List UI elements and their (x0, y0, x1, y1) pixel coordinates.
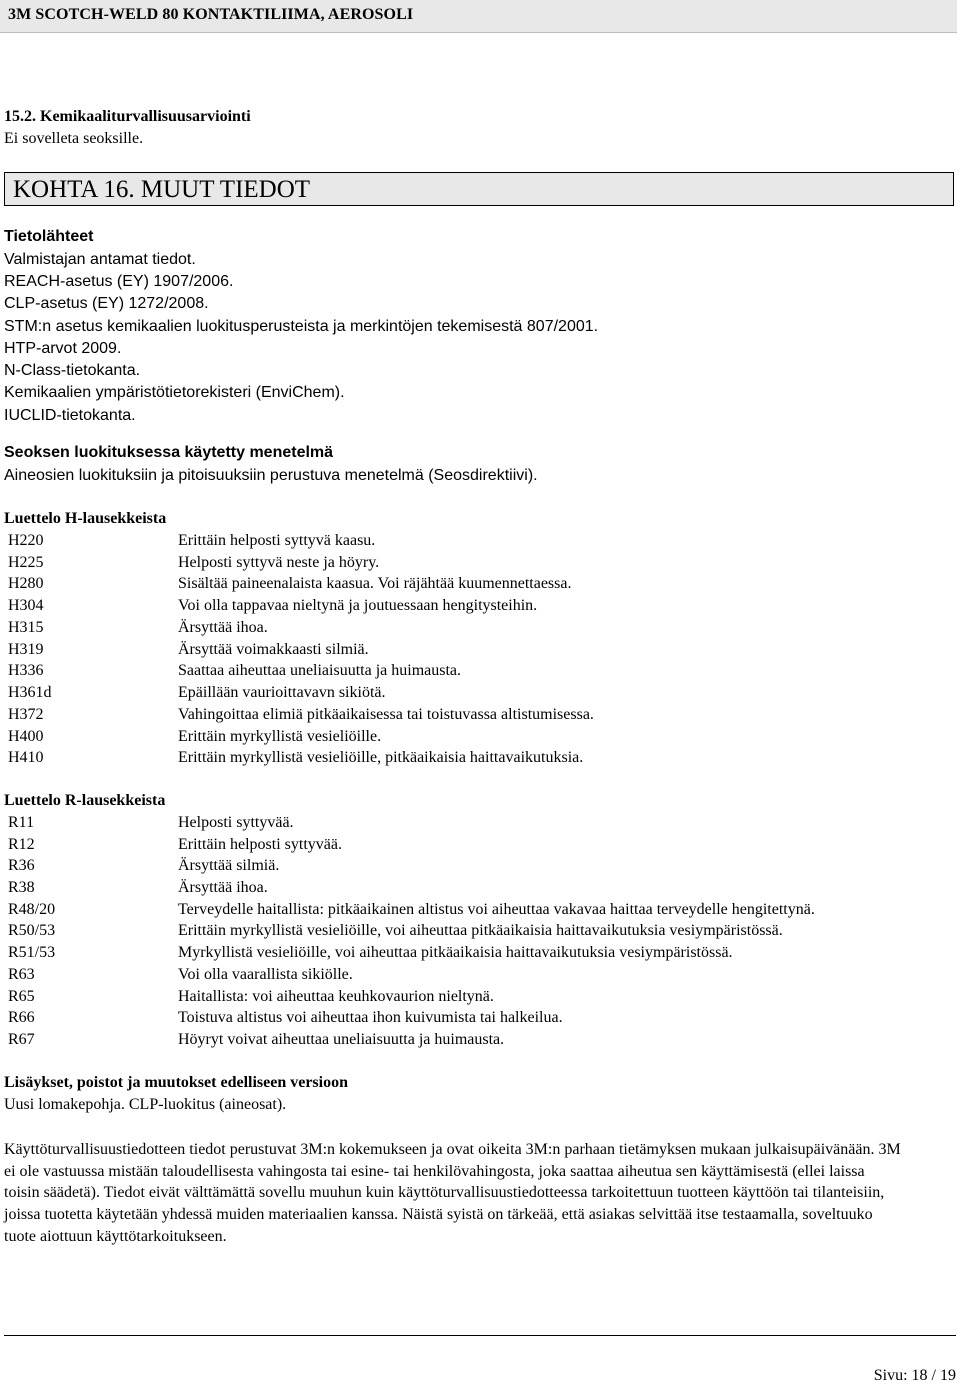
r-text: Ärsyttää ihoa. (178, 879, 268, 896)
r-text: Höyryt voivat aiheuttaa uneliaisuutta ja huimausta. (178, 1031, 505, 1048)
source-item: N-Class-tietokanta. (4, 362, 141, 379)
h-code: H336 (8, 662, 44, 679)
method-heading: Seoksen luokituksessa käytetty menetelmä (4, 444, 334, 461)
source-item: HTP-arvot 2009. (4, 340, 122, 357)
h-code: H220 (8, 532, 44, 549)
r-code: R50/53 (8, 922, 56, 939)
r-text: Myrkyllistä vesieliöille, voi aiheuttaa pitkäaikaisia haittavaikutuksia vesiympäristössä. (178, 944, 733, 961)
h-text: Ärsyttää ihoa. (178, 619, 268, 636)
r-text: Ärsyttää silmiä. (178, 857, 280, 874)
h-text: Erittäin myrkyllistä vesieliöille, pitkäaikaisia haittavaikutuksia. (178, 749, 584, 766)
h-code: H280 (8, 575, 44, 592)
h-statements-heading: Luettelo H-lausekkeista (4, 510, 167, 527)
r-code: R36 (8, 857, 35, 874)
h-text: Ärsyttää voimakkaasti silmiä. (178, 641, 369, 658)
r-text: Erittäin helposti syttyvää. (178, 836, 342, 853)
h-text: Erittäin myrkyllistä vesieliöille. (178, 728, 382, 745)
r-code: R38 (8, 879, 35, 896)
document-title: 3M SCOTCH-WELD 80 KONTAKTILIIMA, AEROSOLI (8, 6, 414, 23)
r-code: R67 (8, 1031, 35, 1048)
h-text: Sisältää paineenalaista kaasua. Voi räjähtää kuumennettaessa. (178, 575, 572, 592)
h-code: H315 (8, 619, 44, 636)
disclaimer-paragraph: Käyttöturvallisuustiedotteen tiedot perustuvat 3M:n kokemukseen ja ovat oikeita 3M:n parhaan tietämyksen mukaan julkaisupäivänään. 3M ei ole vastuussa mistään taloudellisesta vahingosta tai esine- tai henkilövahingosta, joka saattaa aiheutua sen käyttämisestä (ellei laissa toisin säädetä). Tiedot eivät välttämättä sovellu muuhun kuin käyttöturvallisuustiedotteessa tarkoitettuun tuotteen käyttöön tai tilanteisiin, joissa tuotetta käytetään yhdessä muiden materiaalien kanssa. Näistä syistä on tärkeää, että asiakas selvittää itse testaamalla, soveltuuko tuote aiottuun käyttötarkoitukseen. (4, 1141, 901, 1245)
h-code: H304 (8, 597, 44, 614)
h-code: H361d (8, 684, 52, 701)
h-text: Voi olla tappavaa nieltynä ja joutuessaan hengitysteihin. (178, 597, 538, 614)
section-15-2-heading: 15.2. Kemikaaliturvallisuusarviointi (4, 108, 251, 125)
h-code: H372 (8, 706, 44, 723)
h-text: Saattaa aiheuttaa uneliaisuutta ja huimausta. (178, 662, 462, 679)
r-text: Voi olla vaarallista sikiölle. (178, 966, 353, 983)
r-text: Haitallista: voi aiheuttaa keuhkovaurion nieltynä. (178, 988, 494, 1005)
r-text: Toistuva altistus voi aiheuttaa ihon kuivumista tai halkeilua. (178, 1009, 563, 1026)
source-item: REACH-asetus (EY) 1907/2006. (4, 273, 234, 290)
changes-text: Uusi lomakepohja. CLP-luokitus (aineosat). (4, 1096, 287, 1113)
r-text: Terveydelle haitallista: pitkäaikainen altistus voi aiheuttaa vakavaa haittaa terveydelle hengitettynä. (178, 901, 815, 918)
r-text: Erittäin myrkyllistä vesieliöille, voi aiheuttaa pitkäaikaisia haittavaikutuksia vesiympäristössä. (178, 922, 783, 939)
h-text: Vahingoittaa elimiä pitkäaikaisessa tai toistuvassa altistumisessa. (178, 706, 594, 723)
r-code: R66 (8, 1009, 35, 1026)
r-text: Helposti syttyvää. (178, 814, 294, 831)
source-item: STM:n asetus kemikaalien luokitusperusteista ja merkintöjen tekemisestä 807/2001. (4, 318, 599, 335)
page-number: Sivu: 18 / 19 (873, 1367, 956, 1384)
r-statements-heading: Luettelo R-lausekkeista (4, 792, 166, 809)
h-text: Erittäin helposti syttyvä kaasu. (178, 532, 376, 549)
r-code: R48/20 (8, 901, 56, 918)
h-code: H410 (8, 749, 44, 766)
r-code: R65 (8, 988, 35, 1005)
h-code: H225 (8, 554, 44, 571)
section-16-header (4, 172, 954, 206)
r-code: R63 (8, 966, 35, 983)
method-text: Aineosien luokituksiin ja pitoisuuksiin perustuva menetelmä (Seosdirektiivi). (4, 467, 538, 484)
h-code: H319 (8, 641, 44, 658)
sources-heading: Tietolähteet (4, 228, 94, 245)
source-item: Valmistajan antamat tiedot. (4, 251, 196, 268)
document-header (0, 0, 957, 33)
section-15-2-text: Ei sovelleta seoksille. (4, 130, 144, 147)
footer-divider (4, 1335, 956, 1336)
source-item: IUCLID-tietokanta. (4, 407, 136, 424)
source-item: CLP-asetus (EY) 1272/2008. (4, 295, 209, 312)
r-code: R12 (8, 836, 35, 853)
h-text: Epäillään vaurioittavavn sikiötä. (178, 684, 386, 701)
h-text: Helposti syttyvä neste ja höyry. (178, 554, 380, 571)
source-item: Kemikaalien ympäristötietorekisteri (EnviChem). (4, 384, 345, 401)
r-code: R51/53 (8, 944, 56, 961)
section-16-title: KOHTA 16. MUUT TIEDOT (13, 176, 311, 203)
changes-heading: Lisäykset, poistot ja muutokset edelliseen versioon (4, 1074, 348, 1091)
h-code: H400 (8, 728, 44, 745)
r-code: R11 (8, 814, 35, 831)
